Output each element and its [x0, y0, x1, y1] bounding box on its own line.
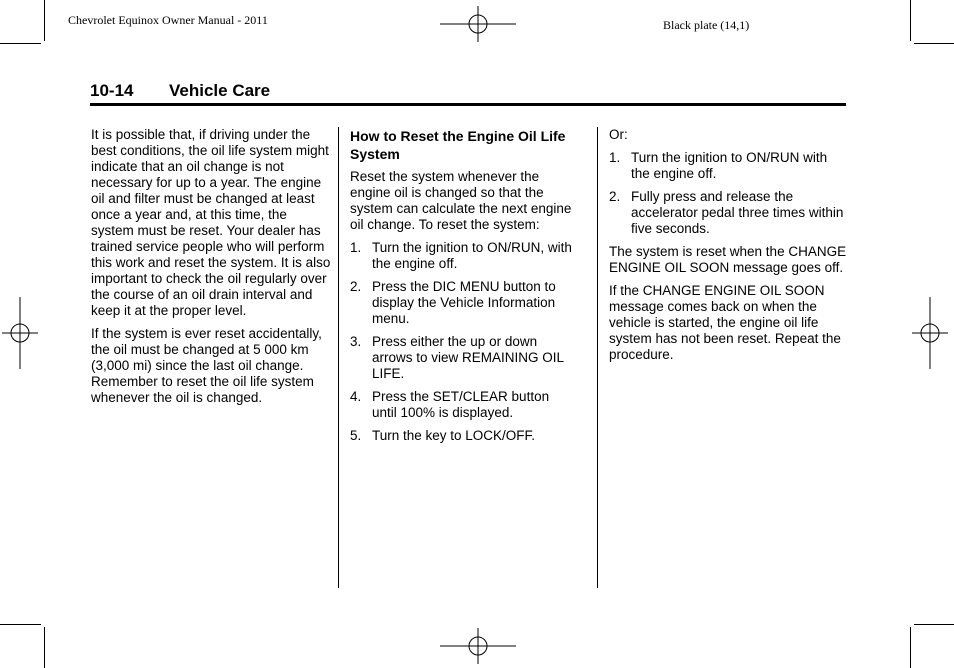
list-item [350, 334, 572, 382]
crop-mark [0, 43, 41, 44]
paragraph: It is possible that, if driving under the best conditions, the oil life system might indicate that an oil change is not necessary for up to a year. The engine oil and filter must be changed at least once a year and, at this time, the system must be reset. Your dealer has trained service people who will perform this work and reset the system. It is also important to check the oil regularly over the course of an oil drain interval and keep it at the proper level. [91, 127, 331, 318]
section-header [90, 81, 846, 106]
registration-mark-icon [440, 6, 516, 42]
list-item [609, 189, 849, 237]
crop-mark [910, 0, 911, 41]
step-number: 1. [350, 240, 362, 255]
subsection-heading: How to Reset the Engine Oil Life System [350, 128, 566, 162]
list-item [350, 428, 572, 444]
crop-mark [44, 0, 45, 41]
step-text: Press the SET/CLEAR button until 100% is displayed. [372, 389, 550, 420]
paragraph: Reset the system whenever the engine oil is changed so that the system can calculate the next engine oil change. To reset the system: [350, 169, 572, 232]
registration-mark-icon [912, 297, 948, 369]
crop-mark [914, 43, 954, 44]
paragraph: Or: [609, 127, 628, 142]
step-number: 1. [609, 150, 621, 165]
step-text: Press either the up or down arrows to view REMAINING OIL LIFE. [372, 334, 564, 381]
header-manual-title: Chevrolet Equinox Owner Manual - 2011 [68, 13, 268, 27]
list-item [350, 240, 572, 272]
list-item [350, 389, 572, 421]
section-title: Vehicle Care [169, 81, 271, 100]
list-item [609, 150, 849, 182]
step-text: Fully press and release the accelerator pedal three times within five seconds. [631, 189, 844, 236]
list-item [350, 279, 572, 327]
step-number: 3. [350, 334, 362, 349]
crop-mark [914, 624, 954, 625]
column-3 [609, 127, 849, 370]
steps-list [609, 150, 849, 237]
paragraph: The system is reset when the CHANGE ENGINE OIL SOON message goes off. [609, 244, 847, 275]
steps-list [350, 240, 572, 444]
step-number: 4. [350, 389, 362, 404]
column-divider [597, 127, 598, 588]
column-2 [350, 127, 572, 451]
step-number: 2. [609, 189, 621, 204]
column-divider [338, 127, 339, 588]
section-number: 10-14 [90, 81, 134, 100]
header-plate-label: Black plate (14,1) [663, 18, 750, 32]
step-text: Turn the ignition to ON/RUN with the engine off. [631, 150, 828, 181]
step-text: Turn the key to LOCK/OFF. [372, 428, 536, 443]
step-text: Press the DIC MENU button to display the Vehicle Information menu. [372, 279, 556, 326]
paragraph: If the CHANGE ENGINE OIL SOON message comes back on when the vehicle is started, the engine oil life system has not been reset. Repeat the procedure. [609, 283, 841, 362]
step-number: 2. [350, 279, 362, 294]
registration-mark-icon [2, 297, 38, 369]
step-number: 5. [350, 428, 362, 443]
crop-mark [0, 624, 41, 625]
column-1 [91, 127, 331, 413]
step-text: Turn the ignition to ON/RUN, with the engine off. [372, 240, 572, 271]
crop-mark [910, 627, 911, 668]
crop-mark [44, 627, 45, 668]
registration-mark-icon [440, 628, 516, 664]
paragraph: If the system is ever reset accidentally, the oil must be changed at 5 000 km (3,000 mi) since the last oil change. Remember to reset the oil life system whenever the oil is changed. [91, 326, 322, 405]
